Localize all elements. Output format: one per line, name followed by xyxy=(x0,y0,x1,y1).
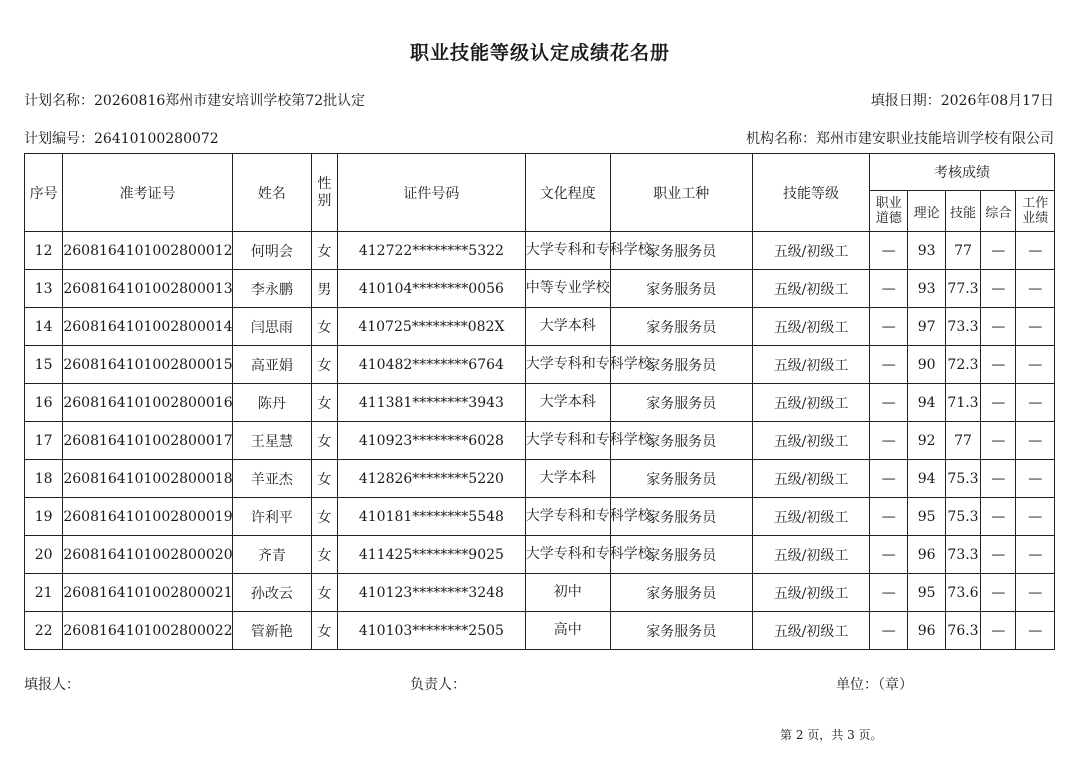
cell-name: 许利平 xyxy=(232,498,311,536)
roster-body xyxy=(25,232,1055,650)
cell-ticket: 2608164101002800015 xyxy=(63,346,233,384)
cell-overall: — xyxy=(981,308,1016,346)
header-work: 工作业绩 xyxy=(1016,191,1055,232)
table-row xyxy=(25,384,1055,422)
cell-skill: 75.3 xyxy=(945,460,980,498)
cell-skill: 77 xyxy=(945,422,980,460)
cell-seq: 19 xyxy=(25,498,63,536)
header-overall: 综合 xyxy=(981,191,1016,232)
cell-overall: — xyxy=(981,536,1016,574)
cell-seq: 14 xyxy=(25,308,63,346)
cell-ethics: — xyxy=(870,384,908,422)
header-skill: 技能 xyxy=(945,191,980,232)
cell-skill: 73.3 xyxy=(945,536,980,574)
cell-ethics: — xyxy=(870,612,908,650)
cell-edu: 初中 xyxy=(525,574,610,612)
cell-ticket: 2608164101002800021 xyxy=(63,574,233,612)
cell-theory: 93 xyxy=(908,270,945,308)
cell-seq: 17 xyxy=(25,422,63,460)
cell-id: 410103********2505 xyxy=(337,612,525,650)
cell-id: 411425********9025 xyxy=(337,536,525,574)
cell-seq: 21 xyxy=(25,574,63,612)
fill-date: 填报日期：2026年08月17日 xyxy=(870,93,1054,109)
cell-ethics: — xyxy=(870,346,908,384)
cell-name: 齐青 xyxy=(232,536,311,574)
header-ethics: 职业道德 xyxy=(870,191,908,232)
cell-work: — xyxy=(1016,574,1055,612)
cell-ticket: 2608164101002800016 xyxy=(63,384,233,422)
cell-gender: 女 xyxy=(311,498,337,536)
cell-overall: — xyxy=(981,460,1016,498)
cell-level: 五级/初级工 xyxy=(752,612,869,650)
cell-work: — xyxy=(1016,232,1055,270)
cell-level: 五级/初级工 xyxy=(752,270,869,308)
cell-job: 家务服务员 xyxy=(610,232,752,270)
cell-gender: 女 xyxy=(311,612,337,650)
cell-seq: 13 xyxy=(25,270,63,308)
cell-id: 411381********3943 xyxy=(337,384,525,422)
cell-edu: 中等专业学校 xyxy=(525,270,610,308)
cell-work: — xyxy=(1016,346,1055,384)
cell-edu: 大学本科 xyxy=(525,384,610,422)
cell-job: 家务服务员 xyxy=(610,498,752,536)
cell-ticket: 2608164101002800022 xyxy=(63,612,233,650)
cell-ticket: 2608164101002800019 xyxy=(63,498,233,536)
page-number: 第 2 页，共 3 页。 xyxy=(780,728,883,742)
cell-level: 五级/初级工 xyxy=(752,460,869,498)
cell-overall: — xyxy=(981,422,1016,460)
cell-name: 王星慧 xyxy=(232,422,311,460)
cell-id: 412722********5322 xyxy=(337,232,525,270)
cell-overall: — xyxy=(981,232,1016,270)
cell-theory: 92 xyxy=(908,422,945,460)
cell-theory: 90 xyxy=(908,346,945,384)
cell-level: 五级/初级工 xyxy=(752,232,869,270)
table-row xyxy=(25,574,1055,612)
cell-id: 410181********5548 xyxy=(337,498,525,536)
header-gender: 性别 xyxy=(311,154,337,232)
cell-gender: 女 xyxy=(311,308,337,346)
cell-id: 410923********6028 xyxy=(337,422,525,460)
cell-theory: 97 xyxy=(908,308,945,346)
cell-job: 家务服务员 xyxy=(610,384,752,422)
table-row xyxy=(25,270,1055,308)
cell-level: 五级/初级工 xyxy=(752,422,869,460)
cell-ethics: — xyxy=(870,422,908,460)
cell-skill: 72.3 xyxy=(945,346,980,384)
cell-gender: 女 xyxy=(311,574,337,612)
cell-gender: 女 xyxy=(311,232,337,270)
cell-theory: 96 xyxy=(908,536,945,574)
cell-job: 家务服务员 xyxy=(610,422,752,460)
cell-overall: — xyxy=(981,384,1016,422)
footer-reporter: 填报人： xyxy=(24,677,80,693)
cell-theory: 94 xyxy=(908,384,945,422)
header-id: 证件号码 xyxy=(337,154,525,232)
table-row xyxy=(25,498,1055,536)
cell-work: — xyxy=(1016,384,1055,422)
cell-ticket: 2608164101002800013 xyxy=(63,270,233,308)
cell-ticket: 2608164101002800014 xyxy=(63,308,233,346)
cell-level: 五级/初级工 xyxy=(752,346,869,384)
cell-seq: 18 xyxy=(25,460,63,498)
cell-level: 五级/初级工 xyxy=(752,308,869,346)
cell-ticket: 2608164101002800020 xyxy=(63,536,233,574)
plan-code: 计划编号：26410100280072 xyxy=(24,131,219,147)
cell-edu: 高中 xyxy=(525,612,610,650)
cell-skill: 75.3 xyxy=(945,498,980,536)
cell-work: — xyxy=(1016,308,1055,346)
cell-work: — xyxy=(1016,536,1055,574)
cell-job: 家务服务员 xyxy=(610,574,752,612)
cell-job: 家务服务员 xyxy=(610,612,752,650)
cell-name: 陈丹 xyxy=(232,384,311,422)
cell-edu: 大学专科和专科学校 xyxy=(525,536,610,574)
cell-gender: 女 xyxy=(311,422,337,460)
footer-unit: 单位：（章） xyxy=(836,677,913,693)
cell-ethics: — xyxy=(870,232,908,270)
cell-id: 410725********082X xyxy=(337,308,525,346)
cell-name: 羊亚杰 xyxy=(232,460,311,498)
cell-work: — xyxy=(1016,498,1055,536)
cell-edu: 大学本科 xyxy=(525,460,610,498)
cell-overall: — xyxy=(981,270,1016,308)
cell-ethics: — xyxy=(870,308,908,346)
cell-gender: 女 xyxy=(311,384,337,422)
cell-job: 家务服务员 xyxy=(610,308,752,346)
header-edu: 文化程度 xyxy=(525,154,610,232)
cell-work: — xyxy=(1016,612,1055,650)
cell-ticket: 2608164101002800017 xyxy=(63,422,233,460)
cell-work: — xyxy=(1016,422,1055,460)
header-name: 姓名 xyxy=(232,154,311,232)
cell-ticket: 2608164101002800018 xyxy=(63,460,233,498)
cell-level: 五级/初级工 xyxy=(752,384,869,422)
cell-name: 管新艳 xyxy=(232,612,311,650)
table-row xyxy=(25,346,1055,384)
cell-seq: 20 xyxy=(25,536,63,574)
cell-skill: 76.3 xyxy=(945,612,980,650)
cell-overall: — xyxy=(981,612,1016,650)
cell-job: 家务服务员 xyxy=(610,460,752,498)
cell-work: — xyxy=(1016,460,1055,498)
table-row xyxy=(25,612,1055,650)
cell-skill: 73.6 xyxy=(945,574,980,612)
cell-edu: 大学专科和专科学校 xyxy=(525,346,610,384)
cell-id: 410123********3248 xyxy=(337,574,525,612)
score-roster-table xyxy=(24,153,1055,650)
cell-name: 孙改云 xyxy=(232,574,311,612)
table-row xyxy=(25,232,1055,270)
cell-job: 家务服务员 xyxy=(610,346,752,384)
cell-edu: 大学专科和专科学校 xyxy=(525,498,610,536)
cell-ethics: — xyxy=(870,270,908,308)
table-row xyxy=(25,308,1055,346)
cell-gender: 男 xyxy=(311,270,337,308)
table-row xyxy=(25,536,1055,574)
cell-skill: 77 xyxy=(945,232,980,270)
cell-theory: 95 xyxy=(908,574,945,612)
cell-seq: 16 xyxy=(25,384,63,422)
cell-work: — xyxy=(1016,270,1055,308)
cell-seq: 22 xyxy=(25,612,63,650)
cell-id: 410482********6764 xyxy=(337,346,525,384)
cell-edu: 大学本科 xyxy=(525,308,610,346)
cell-id: 412826********5220 xyxy=(337,460,525,498)
cell-theory: 94 xyxy=(908,460,945,498)
cell-gender: 女 xyxy=(311,536,337,574)
header-scores: 考核成绩 xyxy=(870,154,1055,191)
cell-name: 高亚娟 xyxy=(232,346,311,384)
header-ticket: 准考证号 xyxy=(63,154,233,232)
cell-theory: 93 xyxy=(908,232,945,270)
cell-id: 410104********0056 xyxy=(337,270,525,308)
cell-overall: — xyxy=(981,574,1016,612)
cell-ethics: — xyxy=(870,574,908,612)
cell-name: 闫思雨 xyxy=(232,308,311,346)
footer-responsible: 负责人： xyxy=(410,677,466,693)
plan-name: 计划名称：20260816郑州市建安培训学校第72批认定 xyxy=(24,93,366,109)
cell-seq: 12 xyxy=(25,232,63,270)
header-theory: 理论 xyxy=(908,191,945,232)
cell-job: 家务服务员 xyxy=(610,270,752,308)
cell-level: 五级/初级工 xyxy=(752,536,869,574)
cell-seq: 15 xyxy=(25,346,63,384)
cell-job: 家务服务员 xyxy=(610,536,752,574)
cell-name: 何明会 xyxy=(232,232,311,270)
cell-ethics: — xyxy=(870,460,908,498)
cell-skill: 77.3 xyxy=(945,270,980,308)
cell-gender: 女 xyxy=(311,460,337,498)
cell-skill: 71.3 xyxy=(945,384,980,422)
table-row xyxy=(25,460,1055,498)
cell-overall: — xyxy=(981,498,1016,536)
cell-skill: 73.3 xyxy=(945,308,980,346)
cell-theory: 96 xyxy=(908,612,945,650)
page-title: 职业技能等级认定成绩花名册 xyxy=(409,42,670,64)
cell-ticket: 2608164101002800012 xyxy=(63,232,233,270)
cell-overall: — xyxy=(981,346,1016,384)
header-level: 技能等级 xyxy=(752,154,869,232)
org-name: 机构名称：郑州市建安职业技能培训学校有限公司 xyxy=(746,131,1054,147)
header-job: 职业工种 xyxy=(610,154,752,232)
cell-edu: 大学专科和专科学校 xyxy=(525,422,610,460)
cell-gender: 女 xyxy=(311,346,337,384)
cell-ethics: — xyxy=(870,498,908,536)
cell-edu: 大学专科和专科学校 xyxy=(525,232,610,270)
table-row xyxy=(25,422,1055,460)
cell-level: 五级/初级工 xyxy=(752,498,869,536)
cell-name: 李永鹏 xyxy=(232,270,311,308)
header-seq: 序号 xyxy=(25,154,63,232)
cell-level: 五级/初级工 xyxy=(752,574,869,612)
cell-ethics: — xyxy=(870,536,908,574)
cell-theory: 95 xyxy=(908,498,945,536)
